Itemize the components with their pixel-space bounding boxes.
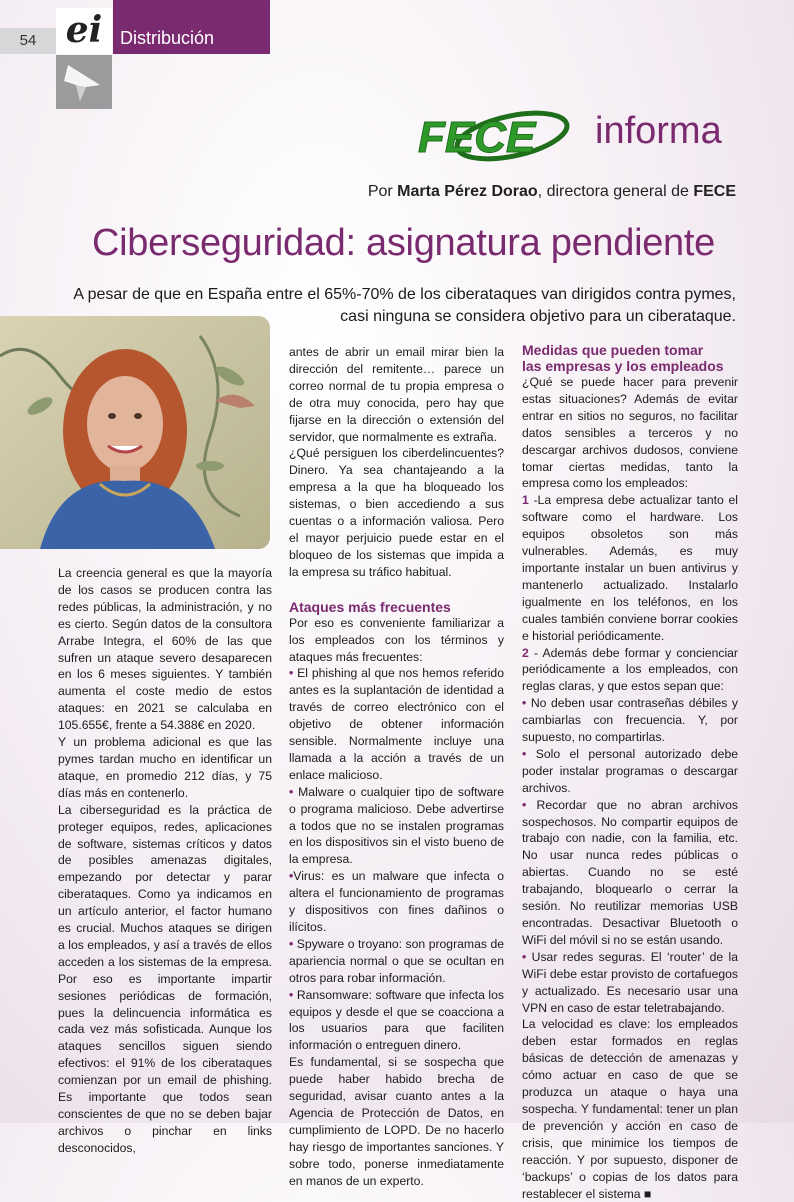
plane-icon bbox=[56, 55, 112, 109]
numbered-item: 2 - Además debe formar y concienciar periódicamente a los empleados, con reglas claras, y que estos sepan que: bbox=[522, 645, 738, 694]
bullet-icon: • bbox=[289, 936, 294, 951]
section-label: Distribución bbox=[120, 28, 215, 48]
paragraph: Es fundamental, si se sospecha que puede haber habido brecha de seguridad, avisar cuanto antes a la Agencia de Protección de Datos, en cumplimiento de LOPD. De no hacerlo hay riesgo de importantes sanciones. Y sobre todo, ponerse inmediatamente en manos de un experto. bbox=[289, 1055, 504, 1188]
end-mark-icon: ■ bbox=[643, 1186, 652, 1201]
fece-logo bbox=[414, 108, 580, 168]
paragraph: ¿Qué se puede hacer para prevenir estas situaciones? Además de evitar entrar en sitios no seguros, no facilitar datos sensibles a terceros y no descargar archivos dudosos, conviene tomar ciertas medidas, tanto la empresa como los empleados: bbox=[522, 375, 738, 491]
column-3 bbox=[522, 342, 738, 1202]
article-title: Ciberseguridad: asignatura pendiente bbox=[92, 222, 715, 264]
list-item: • Ransomware: software que infecta los equipos y desde el que se coacciona a los usuarios para que faciliten información o entreguen dinero. bbox=[289, 987, 504, 1053]
paragraph: La creencia general es que la mayoría de los casos se producen contra las redes públicas, la administración, y no es cierto. Según datos de la consultora Arrabe Integra, el 60% de las que sufren un ataque severo desaparecen en los 6 meses siguientes. Y también aumenta el coste medio de estos ataques: en 2021 se calculaba en 105.655€, frente a 54.388€ en 2020. bbox=[58, 566, 272, 733]
author-photo bbox=[0, 316, 270, 549]
fece-logo-text: FECE bbox=[418, 113, 536, 162]
bullet-icon: • bbox=[522, 949, 527, 964]
column-1 bbox=[58, 565, 272, 1157]
section-heading-measures: Medidas que pueden tomar las empresas y los empleados bbox=[522, 342, 724, 374]
list-item: • Recordar que no abran archivos sospechosos. No compartir equipos de trabajo con nadie, con la familia, etc. No usar nunca redes públicas o abiertas. Cuando no se esté trabajando, bloquearlo o cerrar la sesión. No reutilizar memorias USB encontradas. Desactivar Bluetooth o WiFi del móvil si no se están usando. bbox=[522, 797, 738, 947]
bullet-icon: • bbox=[289, 784, 294, 799]
section-heading-attacks: Ataques más frecuentes bbox=[289, 598, 451, 615]
paragraph: Y un problema adicional es que las pymes tardan mucho en identificar un ataque, en promedio 212 días, y 75 días más en contenerlo. bbox=[58, 735, 272, 800]
paragraph: ¿Qué persiguen los ciberdelincuentes? Dinero. Ya sea chantajeando a la empresa a la que ha bloqueado los sistemas, o bien accediendo a sus cuentas o a información valiosa. Pero el mayor perjuicio puede estar en el bloqueo de los sistemas que impida a la empresa su tráfico habitual. bbox=[289, 446, 504, 579]
list-item: • Solo el personal autorizado debe poder instalar programas o descargar archivos. bbox=[522, 746, 739, 795]
bullet-icon: • bbox=[522, 797, 527, 812]
column-2 bbox=[289, 344, 504, 1190]
paragraph: La velocidad es clave: los empleados deben estar formados en reglas básicas de detección de amenazas y cómo actuar en caso de que se produzca un ataque o haya una sospecha. Y fundamental: tener un plan de prevención y acción en caso de crisis, que minimice los tiempos de reacción. Y por supuesto, disponer de ‘backups’ o copias de los datos para restablecer el sistema ■ bbox=[522, 1017, 738, 1201]
list-item: • No deben usar contraseñas débiles y cambiarlas con frecuencia. Y, por supuesto, no compartirlas. bbox=[522, 696, 739, 745]
list-item: •Virus: es un malware que infecta o altera el funcionamiento de programas y dispositivos con fines dañinos o ilícitos. bbox=[289, 869, 504, 934]
list-item: • Malware o cualquier tipo de software o programa malicioso. Debe advertirse a todos que no se instalen programas en los dispositivos sin el visto bueno de la empresa. bbox=[289, 784, 504, 867]
list-item: • Usar redes seguras. El ‘router’ de la WiFi debe estar provisto de cortafuegos y actualizado. Es necesario usar una VPN en caso de estar teletrabajando. bbox=[522, 949, 738, 1015]
article-lead: A pesar de que en España entre el 65%-70% de los ciberataques van dirigidos contra pymes, casi ninguna se considera objetivo para un ciberataque. bbox=[73, 286, 736, 325]
page-number: 54 bbox=[0, 28, 56, 54]
bullet-icon: • bbox=[289, 987, 294, 1002]
bullet-icon: • bbox=[289, 869, 294, 884]
bullet-icon: • bbox=[522, 696, 527, 711]
bullet-icon: • bbox=[522, 746, 527, 761]
list-item: • Spyware o troyano: son programas de apariencia normal o que se ocultan en otros para robar información. bbox=[289, 936, 505, 985]
paragraph: Por eso es conveniente familiarizar a los empleados con los términos y ataques más frecuentes: bbox=[289, 615, 504, 664]
byline: Por Marta Pérez Dorao, directora general de FECE bbox=[367, 183, 736, 200]
list-item: • El phishing al que nos hemos referido antes es la suplantación de identidad a través de correo electrónico con el objetivo de obtener información sensible. Normalmente incluye una llamada a la acción a través de un enlace malicioso. bbox=[289, 666, 504, 782]
magazine-logo: ei bbox=[56, 8, 112, 54]
informa-label: informa bbox=[595, 110, 722, 152]
paragraph: antes de abrir un email mirar bien la dirección del remitente… parece un correo normal de tu propia empresa o de otra muy conocida, pero hay que fijarse en la dirección o extensión del servidor, que normalmente es extraña. bbox=[289, 345, 504, 444]
numbered-item: 1 -La empresa debe actualizar tanto el software como el hardware. Los equipos obsoletos son más vulnerables. Además, es muy importante instalar un buen antivirus y mantenerlo actualizado. Instalarlo igualmente en los teléfonos, en los cuales también conviene borrar cookies e historial periódicamente. bbox=[522, 493, 738, 643]
paragraph: La ciberseguridad es la práctica de proteger equipos, redes, aplicaciones de software, sistemas críticos y datos de posibles amenazas digitales, empezando por detectar y parar ciberataques. Como ya indicamos en un artículo anterior, el factor humano es crucial. Muchos ataques se dirigen a los empleados, y así a través de ellos acceden a los sistemas de la empresa. Por eso es importante impartir sesiones periódicas de formación, pues la delincuencia informática es cada vez más sofisticada. Aunque los ataques sencillos siguen siendo efectivos: el 91% de los ciberataques comienzan por un email de phishing. Es importante que todos sean conscientes de que no se deben bajar archivos o pinchar en links desconocidos, bbox=[58, 802, 272, 1155]
bullet-icon: • bbox=[289, 666, 294, 681]
